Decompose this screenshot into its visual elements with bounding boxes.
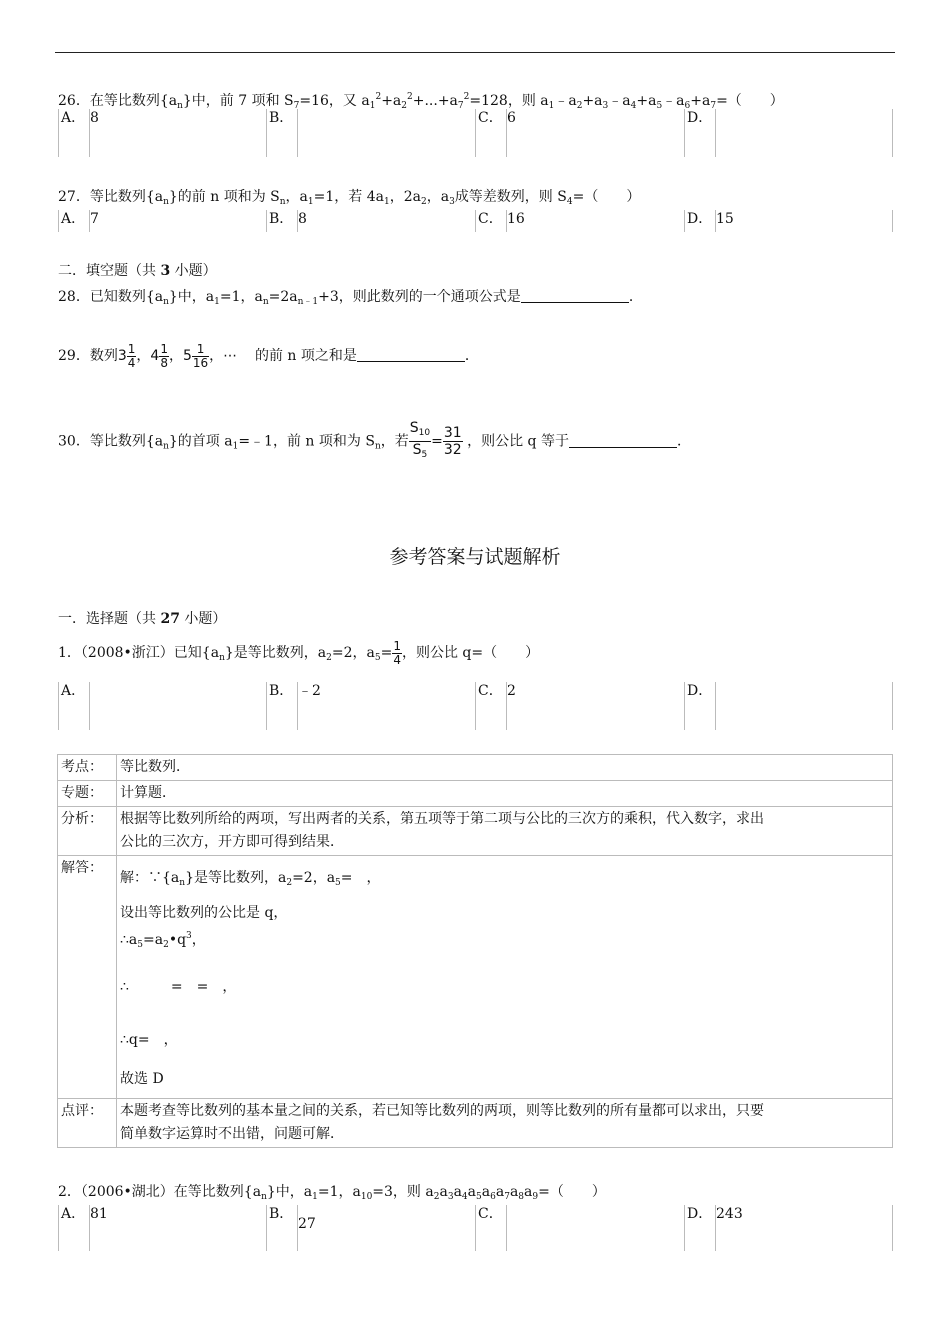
- kaodian-label: 考点：: [58, 755, 117, 781]
- option-label: A．: [59, 210, 90, 232]
- fraction: $\frac{1}{16}$: [192, 341, 209, 370]
- options-1: [58, 682, 893, 730]
- fenxi-value: 根据等比数列所给的两项，写出两者的关系，第五项等于第二项与公比的三次方的乘积，代入数字，求出 公比的三次方，开方即可得到结果．: [117, 807, 893, 856]
- option-value: [716, 682, 893, 730]
- kaodian-value: 等比数列．: [117, 755, 893, 781]
- option-label: B．: [267, 1205, 298, 1251]
- option-label: D．: [685, 682, 716, 730]
- jieda-value: 解：$\because\{a_n\}$是等比数列，$a_2=2$，$a_5=$ ， 设出等比数列的公比是 q， $\therefore a_5=a_2•q^3$， ∴ = = ， ∴q= ， 故选 D: [117, 856, 893, 1099]
- fraction: $\frac{1}{4}$: [393, 638, 401, 667]
- option-label: C．: [476, 210, 507, 232]
- answer-blank[interactable]: [357, 347, 465, 362]
- options-26: [58, 109, 893, 157]
- option-label: B．: [267, 682, 298, 730]
- option-value: 27: [298, 1205, 476, 1251]
- jieda-label: 解答：: [58, 856, 117, 1099]
- question-2: 2．（2006•湖北）在等比数列$\{a_n\}$中，$a_1=1$，$a_{10}=3$，则 $a_2a_3a_4a_5a_6a_7a_8a_9=$（ ）: [58, 1184, 606, 1202]
- header-rule: [55, 52, 895, 53]
- options-2: [58, 1205, 893, 1251]
- dianping-value: 本题考查等比数列的基本量之间的关系，若已知等比数列的两项，则等比数列的所有量都可以求出，只要 简单数字运算时不出错，问题可解．: [117, 1099, 893, 1148]
- option-label: D．: [685, 109, 716, 157]
- option-label: D．: [685, 1205, 716, 1251]
- option-value: 243: [716, 1205, 893, 1251]
- question-30: 30．等比数列$\{a_n\}$的首项 $a_1=﹣1$，前 n 项和为 $S_n$，若 $\frac{S_{10}}{S_5}$ = $\frac{31}{32}$ ，则公比 q 等于 ．: [58, 420, 691, 467]
- option-label: A．: [59, 682, 90, 730]
- answers-title: 参考答案与试题解析: [389, 546, 561, 568]
- option-value: [90, 682, 267, 730]
- option-value: 8: [298, 210, 476, 232]
- option-label: A．: [59, 109, 90, 157]
- question-29: 29．数列3 $\frac{1}{4}$ ，4 $\frac{1}{8}$ ，5 $\frac{1}{16}$ ，⋯ 的前 n 项之和是 ．: [58, 341, 479, 370]
- option-value: 8: [90, 109, 267, 157]
- option-value: 6: [507, 109, 685, 157]
- option-value: 16: [507, 210, 685, 232]
- option-value: 15: [716, 210, 893, 232]
- option-label: C．: [476, 682, 507, 730]
- fraction: $\frac{31}{32}$: [443, 425, 462, 458]
- analysis-table: [57, 754, 893, 1148]
- option-value: 7: [90, 210, 267, 232]
- question-28: 28．已知数列$\{a_n\}$中，$a_1=1$，$a_n=2a_{n﹣1}+3$，则此数列的一个通项公式是 ．: [58, 289, 643, 307]
- option-label: A．: [59, 1205, 90, 1251]
- option-value: [298, 109, 476, 157]
- fraction: $\frac{1}{4}$: [127, 341, 136, 370]
- option-value: 2: [507, 682, 685, 730]
- option-value: 81: [90, 1205, 267, 1251]
- options-27: [58, 210, 893, 232]
- fraction: $\frac{S_{10}}{S_5}$: [409, 420, 431, 460]
- answer-blank[interactable]: [569, 433, 677, 448]
- question-27: 27．等比数列$\{a_n\}$的前 n 项和为 $S_n$，$a_1=1$，若 $4a_1$，$2a_2$，$a_3$成等差数列，则 $S_4=$（ ）: [58, 189, 641, 207]
- dianping-label: 点评：: [58, 1099, 117, 1148]
- fraction: $\frac{1}{8}$: [160, 341, 168, 370]
- question-26: 26．在等比数列$\{a_n\}$中，前 7 项和 $S_7=16$，又 $a_1^2+a_2^2+...+a_7^2=128$，则 $a_1﹣a_2+a_3﹣a_4+a_5﹣a_6+a_7=$（ ）: [58, 92, 784, 111]
- fenxi-label: 分析：: [58, 807, 117, 856]
- option-value: [716, 109, 893, 157]
- section-2-heading: 二．填空题（共 3 小题）: [58, 263, 217, 279]
- question-1: 1．（2008•浙江）已知$\{a_n\}$是等比数列，$a_2=2$，$a_5=$ $\frac{1}{4}$ ，则公比 q=（ ）: [58, 638, 540, 667]
- zhuanti-label: 专题：: [58, 781, 117, 807]
- option-value: [507, 1205, 685, 1251]
- zhuanti-value: 计算题．: [117, 781, 893, 807]
- option-label: C．: [476, 1205, 507, 1251]
- option-value: ﹣2: [298, 682, 476, 730]
- option-label: C．: [476, 109, 507, 157]
- section-1-heading: 一．选择题（共 27 小题）: [58, 611, 227, 627]
- option-label: D．: [685, 210, 716, 232]
- option-label: B．: [267, 109, 298, 157]
- answer-blank[interactable]: [521, 288, 629, 303]
- option-label: B．: [267, 210, 298, 232]
